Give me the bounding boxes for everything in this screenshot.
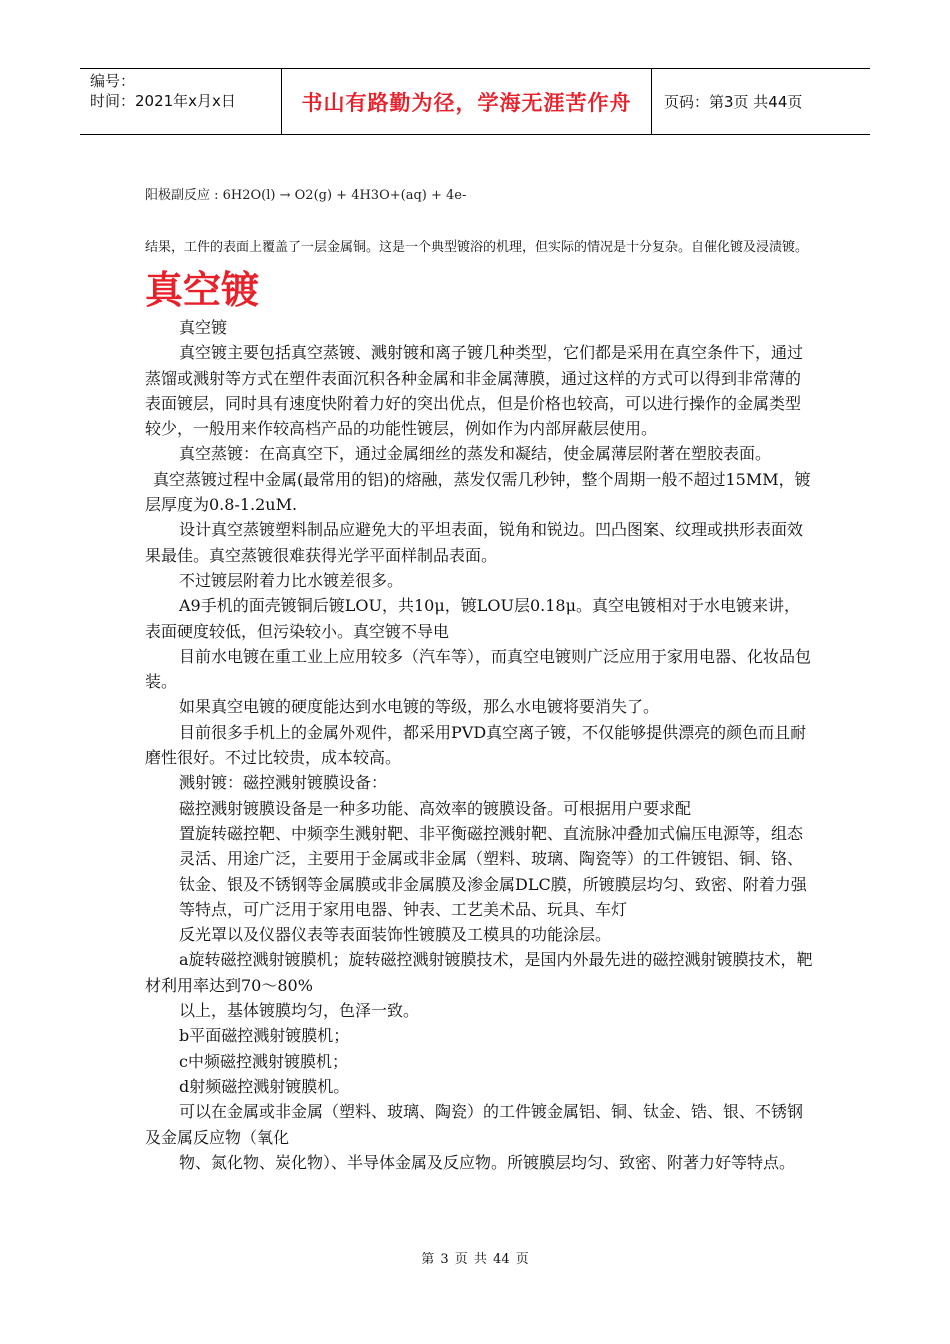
page-info: 页码：第3页 共44页 xyxy=(664,93,803,111)
page-footer: 第 3 页 共 44 页 xyxy=(421,1252,529,1267)
paragraph: a旋转磁控溅射镀膜机；旋转磁控溅射镀膜技术，是国内外最先进的磁控溅射镀膜技术，靶材利用率达到70～80% xyxy=(145,950,813,995)
number-label: 编号： xyxy=(90,72,136,90)
header-motto-cell xyxy=(282,69,652,134)
document-header xyxy=(80,68,870,135)
paragraph: A9手机的面壳镀铜后镀LOU，共10μ，镀LOU层0.18μ。真空电镀相对于水电镀来讲，表面硬度较低，但污染较小。真空镀不导电 xyxy=(145,596,800,641)
paragraph: 目前水电镀在重工业上应用较多（汽车等），而真空电镀则广泛应用于家用电器、化妆品包装。 xyxy=(145,646,812,692)
paragraph: 以上，基体镀膜均匀，色泽一致。 xyxy=(179,1001,420,1021)
paragraph: 磁控溅射镀膜设备是一种多功能、高效率的镀膜设备。可根据用户要求配 xyxy=(179,798,692,818)
paragraph: 不过镀层附着力比水镀差很多。 xyxy=(179,570,404,590)
header-page-cell xyxy=(652,69,870,134)
paragraph: 置旋转磁控靶、中频孪生溅射靶、非平衡磁控溅射靶、直流脉冲叠加式偏压电源等，组态灵活、用途广泛，主要用于金属或非金属（塑料、玻璃、陶瓷等）的工件镀铝、铜、铬、钛金、银及不锈钢等金属膜或非金属膜及渗金属DLC膜，所镀膜层均匀、致密、附着力强等特点，可广泛用于家用电器、钟表、工艺美术品、玩具、车灯 xyxy=(179,823,807,919)
paragraph: 真空镀 xyxy=(179,318,228,337)
paragraph: 设计真空蒸镀塑料制品应避免大的平坦表面，锐角和锐边。凹凸图案、纹理或拱形表面效果最佳。真空蒸镀很难获得光学平面样制品表面。 xyxy=(145,520,804,565)
list-item: b平面磁控溅射镀膜机； xyxy=(179,1026,350,1046)
paragraph: 物、氮化物、炭化物）、半导体金属及反应物。所镀膜层均匀、致密、附著力好等特点。 xyxy=(179,1152,796,1172)
section-title: 真空镀 xyxy=(145,267,260,312)
paragraph: 真空蒸镀过程中金属(最常用的铝)的熔融，蒸发仅需几秒钟，整个周期一般不超过15MM，镀层厚度为0.8-1.2uM. xyxy=(145,469,811,515)
result-paragraph: 结果，工件的表面上覆盖了一层金属铜。这是一个典型镀浴的机理，但实际的情况是十分复杂。自催化镀及浸渍镀。 xyxy=(145,240,809,255)
paragraph: 反光罩以及仪器仪表等表面装饰性镀膜及工模具的功能涂层。 xyxy=(179,925,612,945)
anode-reaction: 阳极副反应 : 6H2O(l) → O2(g) + 4H3O+(aq) + 4e- xyxy=(145,188,467,203)
paragraph: 可以在金属或非金属（塑料、玻璃、陶瓷）的工件镀金属铝、铜、钛金、锆、银、不锈钢及金属反应物（氧化 xyxy=(145,1102,804,1147)
paragraph: 真空镀主要包括真空蒸镀、溅射镀和离子镀几种类型，它们都是采用在真空条件下，通过蒸馏或溅射等方式在塑件表面沉积各种金属和非金属薄膜，通过这样的方式可以得到非常薄的表面镀层，同时具有速度快附着力好的突出优点，但是价格也较高，可以进行操作的金属类型较少，一般用来作较高档产品的功能性镀层，例如作为内部屏蔽层使用。 xyxy=(145,343,804,439)
time-label: 时间：2021年x月x日 xyxy=(90,92,236,110)
motto-text: 书山有路勤为径，学海无涯苦作舟 xyxy=(301,90,632,115)
list-item: c中频磁控溅射镀膜机； xyxy=(179,1051,348,1071)
paragraph: 溅射镀：磁控溅射镀膜设备： xyxy=(179,773,388,793)
header-meta-cell xyxy=(80,69,282,134)
list-item: d射频磁控溅射镀膜机。 xyxy=(179,1076,350,1096)
paragraph: 如果真空电镀的硬度能达到水电镀的等级，那么水电镀将要消失了。 xyxy=(179,697,660,717)
document-body xyxy=(145,182,815,1175)
paragraph: 目前很多手机上的金属外观件，都采用PVD真空离子镀，不仅能够提供漂亮的颜色而且耐磨性很好。不过比较贵，成本较高。 xyxy=(145,722,807,768)
paragraph: 真空蒸镀：在高真空下，通过金属细丝的蒸发和凝结，使金属薄层附著在塑胶表面。 xyxy=(179,444,772,464)
